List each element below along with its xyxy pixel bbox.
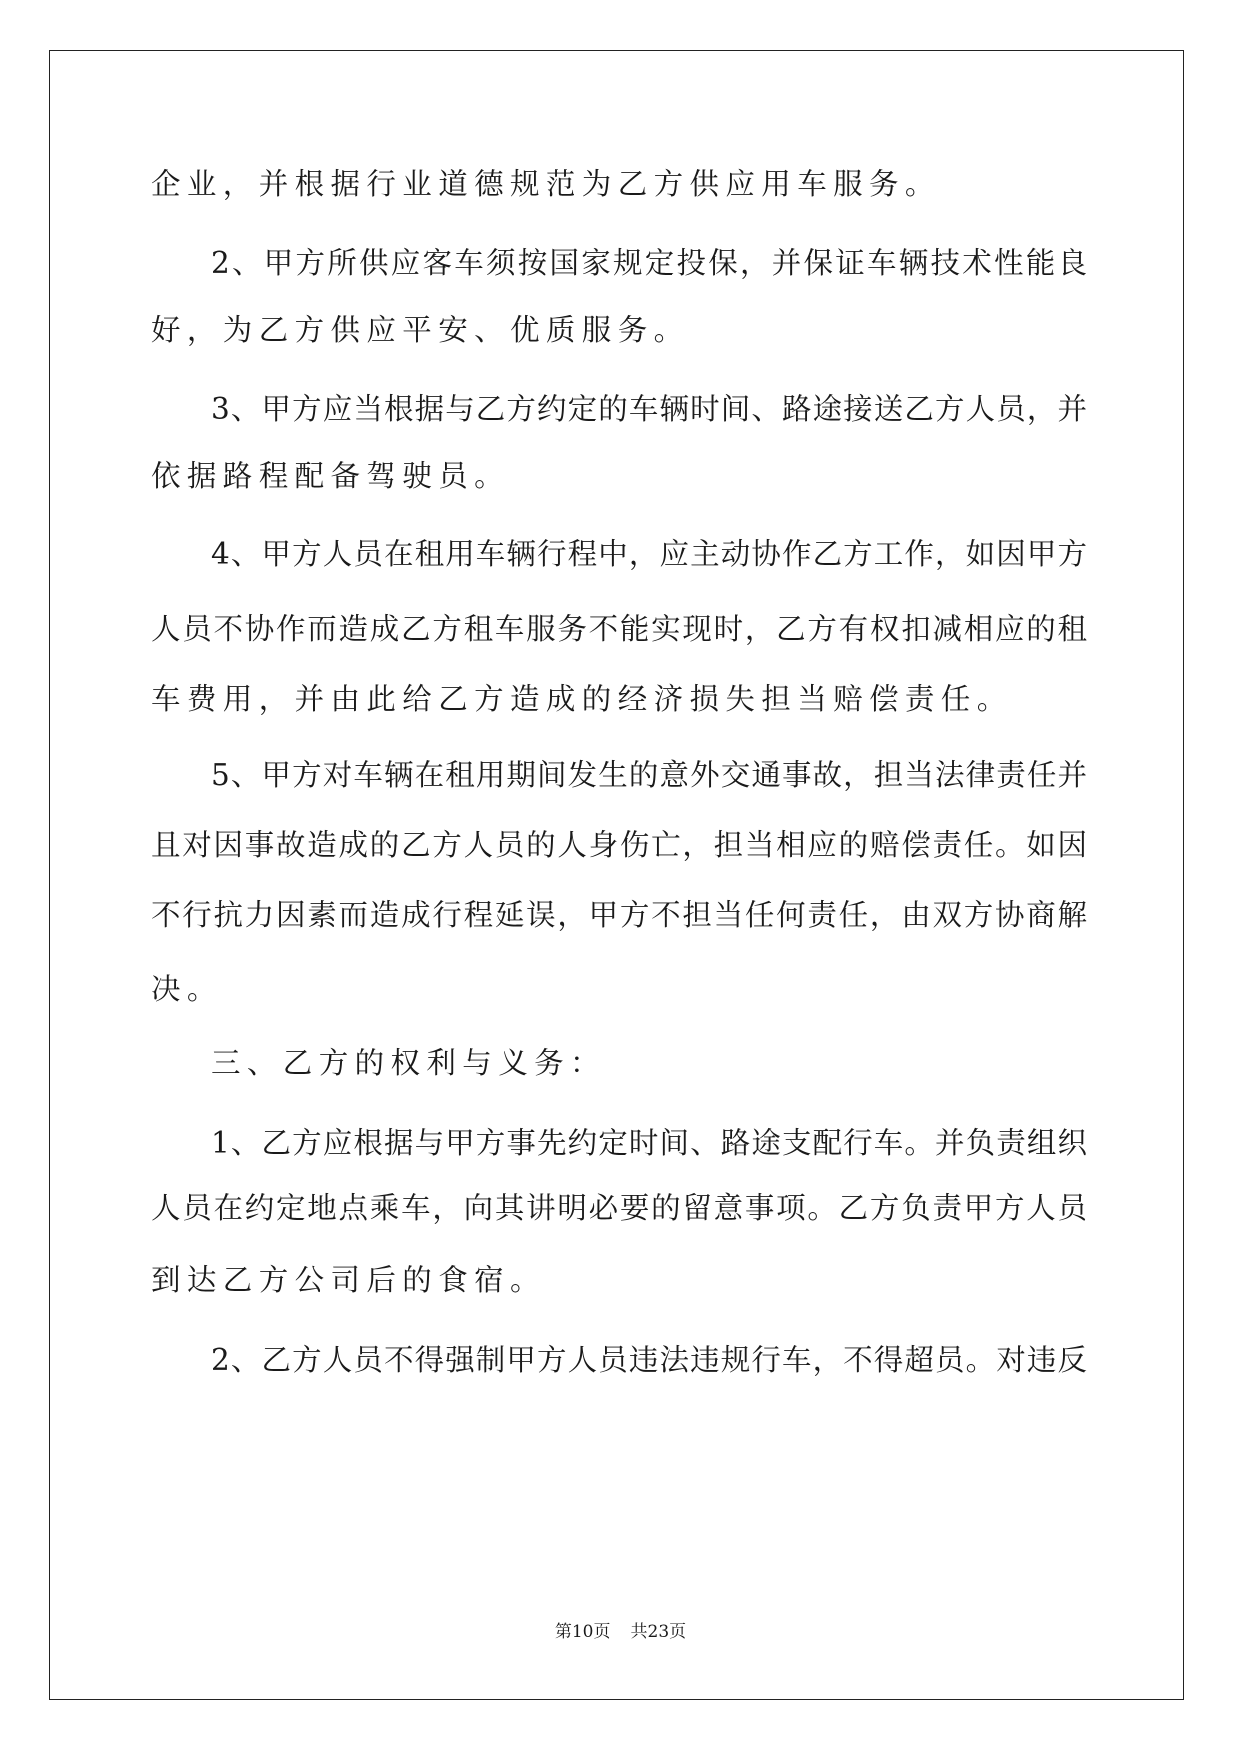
text-line: 三、乙方的权利与义务： <box>211 1046 606 1080</box>
total-pages-number: 23 <box>647 1622 670 1642</box>
text-line: 车费用，并由此给乙方造成的经济损失担当赔偿责任。 <box>151 682 1013 716</box>
text-line: 人员在约定地点乘车，向其讲明必要的留意事项。乙方负责甲方人员 <box>151 1191 1087 1225</box>
total-suffix: 页 <box>669 1622 687 1642</box>
page-border <box>49 50 1184 1700</box>
page-suffix: 页 <box>593 1622 611 1642</box>
text-line: 1、乙方应根据与甲方事先约定时间、路途支配行车。并负责组织 <box>211 1126 1087 1160</box>
text-line: 且对因事故造成的乙方人员的人身伤亡，担当相应的赔偿责任。如因 <box>151 828 1087 862</box>
text-line: 2、甲方所供应客车须按国家规定投保，并保证车辆技术性能良 <box>211 246 1087 280</box>
text-line: 到达乙方公司后的食宿。 <box>151 1263 546 1297</box>
text-line: 企业，并根据行业道德规范为乙方供应用车服务。 <box>151 167 941 201</box>
page-prefix: 第 <box>554 1622 572 1642</box>
text-line: 依据路程配备驾驶员。 <box>151 459 511 493</box>
text-line: 2、乙方人员不得强制甲方人员违法违规行车，不得超员。对违反 <box>211 1343 1087 1377</box>
total-prefix: 共 <box>630 1622 648 1642</box>
text-line: 不行抗力因素而造成行程延误，甲方不担当任何责任，由双方协商解 <box>151 898 1087 932</box>
current-page-number: 10 <box>571 1622 594 1642</box>
text-line: 4、甲方人员在租用车辆行程中，应主动协作乙方工作，如因甲方 <box>211 537 1087 571</box>
text-line: 3、甲方应当根据与乙方约定的车辆时间、路途接送乙方人员，并 <box>211 392 1087 426</box>
text-line: 决。 <box>151 972 223 1006</box>
text-line: 好，为乙方供应平安、优质服务。 <box>151 313 690 347</box>
text-line: 5、甲方对车辆在租用期间发生的意外交通事故，担当法律责任并 <box>211 758 1087 792</box>
page-footer <box>0 1621 1241 1643</box>
text-line: 人员不协作而造成乙方租车服务不能实现时，乙方有权扣减相应的租 <box>151 612 1087 646</box>
